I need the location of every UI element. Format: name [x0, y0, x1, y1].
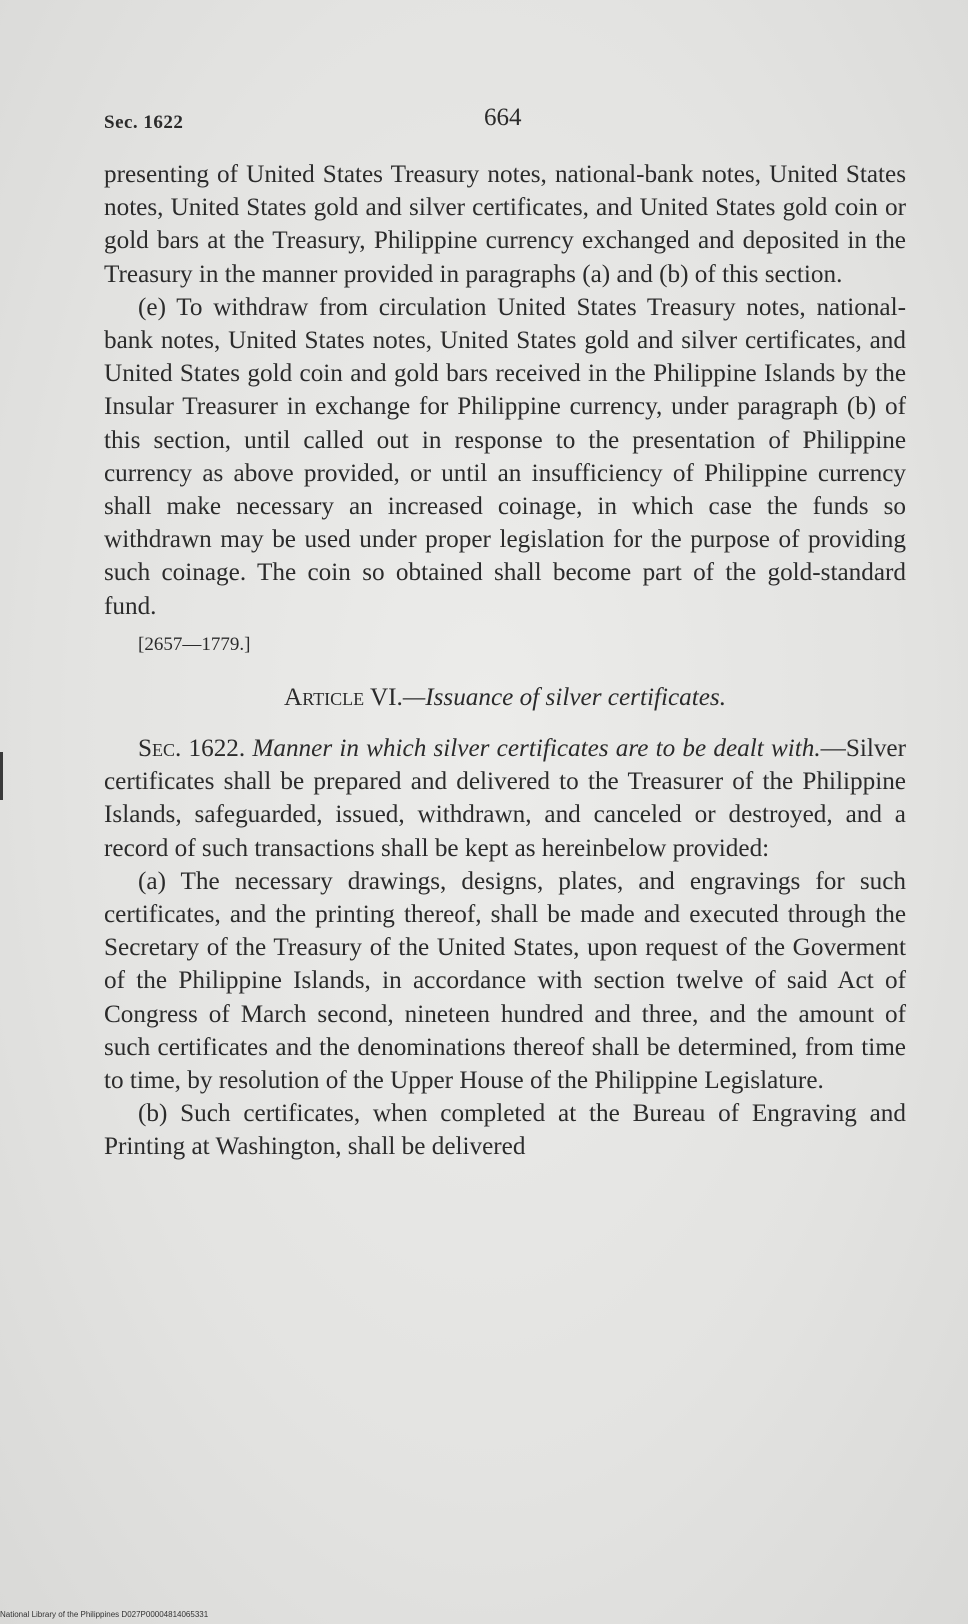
section-1622 [104, 732, 906, 865]
article-heading [104, 681, 906, 714]
citation: [2657—1779.] [138, 633, 251, 655]
scan-footer [0, 1610, 208, 1619]
article-title: —Issuance of silver certificates. [402, 683, 726, 711]
running-section-label: Sec. 1622 [104, 112, 184, 133]
paragraph-b: (b) Such certificates, when completed at the Bureau of Engraving and Printing at Washington, shall be delivered [104, 1100, 906, 1161]
section-text: —Silver certificates shall be prepared and delivered to the Treasurer of the Philippine Islands, safeguarded, issued, withdrawn, and canceled or destroyed, and a record of such transactions shall be kept as hereinbelow provided: [104, 735, 906, 862]
paragraph-continued: presenting of United States Treasury notes, national-bank notes, United States notes, United States gold and silver certificates, and United States gold coin or gold bars at the Treasury, Philippine currency exchanged and deposited in the Treasury in the manner provided in paragraphs (a) and (b) of this section. [104, 161, 906, 288]
image-id: D027P00004814065331 [121, 1610, 209, 1619]
section-title: Manner in which silver certificates are to be dealt with. [252, 735, 821, 763]
article-label: Article VI. [284, 683, 403, 711]
section-label: Sec. 1622. [138, 735, 246, 763]
page-body [104, 158, 906, 1164]
paragraph-a: (a) The necessary drawings, designs, plates, and engravings for such certificates, and the printing thereof, shall be made and executed through the Secretary of the Treasury of the United States, upon request of the Goverment of the Philippine Islands, in accordance with section twelve of said Act of Congress of March second, nineteen hundred and three, and the amount of such certificates and the denominations thereof shall be determined, from time to time, by resolution of the Upper House of the Philippine Legislature. [104, 867, 906, 1095]
scan-edge-mark [0, 752, 3, 800]
page-number: 664 [484, 104, 522, 131]
paragraph-e: (e) To withdraw from circulation United States Treasury notes, national-bank notes, United States notes, United States gold and silver certificates, and United States gold coin and gold bars received in the Philippine Islands by the Insular Treasurer in exchange for Philippine currency, under paragraph (b) of this section, until called out in response to the presentation of Philippine currency as above provided, or until an insufficiency of Philippine currency shall make necessary an increased coinage, in which case the funds so withdrawn may be used under proper legislation for the purpose of providing such coinage. The coin so obtained shall become part of the gold-standard fund. [104, 293, 906, 620]
archive-label: National Library of the Philippines [0, 1610, 120, 1619]
page-header [104, 104, 904, 144]
